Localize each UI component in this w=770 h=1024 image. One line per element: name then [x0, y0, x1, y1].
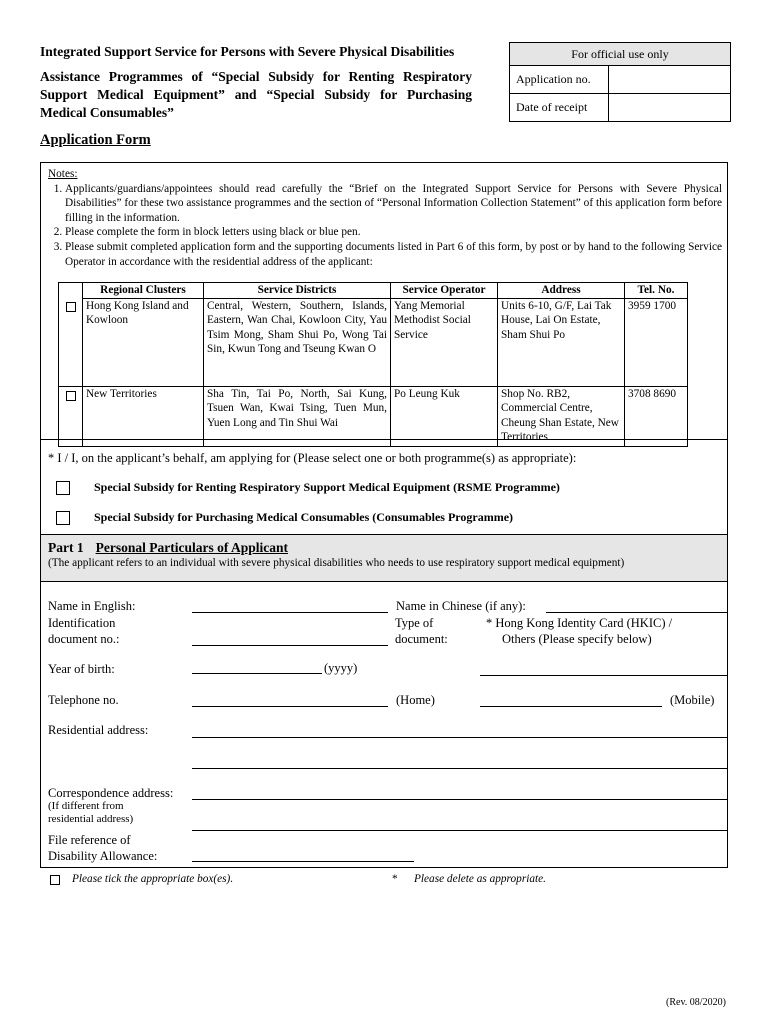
file-reference-label-1: File reference of [48, 833, 131, 847]
cluster-checkbox-new-territories[interactable] [66, 391, 76, 401]
date-of-receipt-label: Date of receipt [510, 94, 609, 121]
divider [40, 439, 728, 440]
application-form-heading: Application Form [40, 132, 151, 148]
operator-cell: Po Leung Kuk [391, 386, 498, 446]
name-english-label: Name in English: [48, 599, 136, 613]
tel-cell: 3708 8690 [625, 386, 688, 446]
delete-note: Please delete as appropriate. [414, 873, 546, 885]
consumables-programme-checkbox[interactable] [56, 511, 70, 525]
rsme-programme-label: Special Subsidy for Renting Respiratory Support Medical Equipment (RSME Programme) [94, 480, 560, 494]
part1-note: (The applicant refers to an individual with severe physical disabilities who needs to use respiratory support medical equipment) [48, 557, 625, 569]
table-header-address: Address [498, 283, 625, 299]
cluster-checkbox-hk-kowloon[interactable] [66, 302, 76, 312]
operator-cell: Yang Memorial Methodist Social Service [391, 298, 498, 386]
cluster-cell: Hong Kong Island and Kowloon [83, 298, 204, 386]
residential-address-line-2[interactable] [192, 768, 728, 769]
file-reference-label-2: Disability Allowance: [48, 849, 158, 863]
part1-heading: Personal Particulars of Applicant [95, 540, 288, 555]
tick-note: Please tick the appropriate box(es). [72, 873, 234, 885]
correspondence-note-1: (If different from [48, 800, 124, 812]
official-use-heading: For official use only [510, 43, 730, 65]
mobile-label: (Mobile) [670, 693, 715, 707]
apply-statement: * I / I, on the applicant’s behalf, am applying for (Please select one or both programme(s) as appropriate): [48, 451, 577, 465]
file-reference-field[interactable] [192, 861, 414, 862]
id-doc-no-field[interactable] [192, 645, 388, 646]
part1-title [48, 540, 288, 556]
table-header-clusters: Regional Clusters [83, 283, 204, 299]
table-header-operator: Service Operator [391, 283, 498, 299]
type-doc-label-2: document: [395, 632, 448, 646]
revision-label: (Rev. 08/2020) [666, 997, 726, 1008]
application-no-label: Application no. [510, 66, 609, 93]
table-row [59, 298, 688, 386]
cluster-cell: New Territories [83, 386, 204, 446]
other-document-field[interactable] [480, 675, 728, 676]
table-header-tel: Tel. No. [625, 283, 688, 299]
official-use-box [509, 42, 731, 122]
name-chinese-field[interactable] [546, 612, 728, 613]
consumables-programme-label: Special Subsidy for Purchasing Medical Consumables (Consumables Programme) [94, 510, 514, 524]
notes-heading: Notes: [48, 168, 78, 180]
correspondence-address-line-2[interactable] [192, 830, 728, 831]
yyyy-hint: (yyyy) [324, 661, 358, 675]
correspondence-address-line-1[interactable] [192, 799, 728, 800]
districts-cell: Central, Western, Southern, Islands, Eastern, Wan Chai, Kowloon City, Yau Tsim Mong, Sham Shui Po, Wong Tai Sin, Kwun Tong and Tseung Kwan O [204, 298, 391, 386]
type-doc-label-1: Type of [395, 616, 434, 630]
home-label: (Home) [396, 693, 435, 707]
type-doc-option-1[interactable]: * Hong Kong Identity Card (HKIC) / [486, 616, 673, 630]
form-title-organisation: Integrated Support Service for Persons with Severe Physical Disabilities [40, 44, 455, 59]
address-cell: Units 6-10, G/F, Lai Tak House, Lai On Estate, Sham Shui Po [498, 298, 625, 386]
part1-label: Part 1 [48, 540, 84, 555]
tel-cell: 3959 1700 [625, 298, 688, 386]
type-doc-option-2[interactable]: Others (Please specify below) [502, 632, 652, 646]
address-cell: Shop No. RB2, Commercial Centre, Cheung Shan Estate, New Territories [498, 386, 625, 446]
residential-address-line-1[interactable] [192, 737, 728, 738]
application-no-field[interactable] [609, 66, 730, 93]
correspondence-note-2: residential address) [48, 813, 134, 825]
table-header-districts: Service Districts [204, 283, 391, 299]
table-row [59, 386, 688, 446]
note-item: 3. Please submit completed application form and the supporting documents listed in Part 6 of this form, by post or by hand to the following Service Operator in accordance with the residential address of the applicant: [65, 240, 722, 269]
telephone-label: Telephone no. [48, 693, 119, 707]
year-of-birth-label: Year of birth: [48, 662, 115, 676]
delete-mark: * [392, 873, 398, 885]
date-of-receipt-field[interactable] [609, 94, 730, 121]
name-english-field[interactable] [192, 612, 388, 613]
home-phone-field[interactable] [192, 706, 388, 707]
note-item: 2. Please complete the form in block letters using black or blue pen. [65, 225, 722, 240]
residential-address-label: Residential address: [48, 723, 149, 737]
name-chinese-label: Name in Chinese (if any): [396, 599, 526, 613]
correspondence-address-label: Correspondence address: [48, 786, 174, 800]
id-doc-label-1: Identification [48, 616, 116, 630]
rsme-programme-checkbox[interactable] [56, 481, 70, 495]
mobile-phone-field[interactable] [480, 706, 662, 707]
form-subtitle-programmes: Assistance Programmes of “Special Subsidy for Renting Respiratory Support Medical Equipment” and “Special Subsidy for Purchasing Medical Consumables” [40, 69, 472, 120]
tick-box-legend-icon [50, 875, 60, 885]
service-operator-table [58, 282, 688, 447]
note-item: 1. Applicants/guardians/appointees should read carefully the “Brief on the Integrated Support Service for Persons with Severe Physical Disabilities” for these two assistance programmes and the section of “Personal Information Collection Statement” of this application form before filling in the information. [65, 182, 722, 226]
id-doc-label-2: document no.: [48, 632, 120, 646]
districts-cell: Sha Tin, Tai Po, North, Sai Kung, Tsuen Wan, Kwai Tsing, Tuen Mun, Yuen Long and Tin Shui Wai [204, 386, 391, 446]
year-of-birth-field[interactable] [192, 673, 322, 674]
notes-section [48, 167, 722, 269]
